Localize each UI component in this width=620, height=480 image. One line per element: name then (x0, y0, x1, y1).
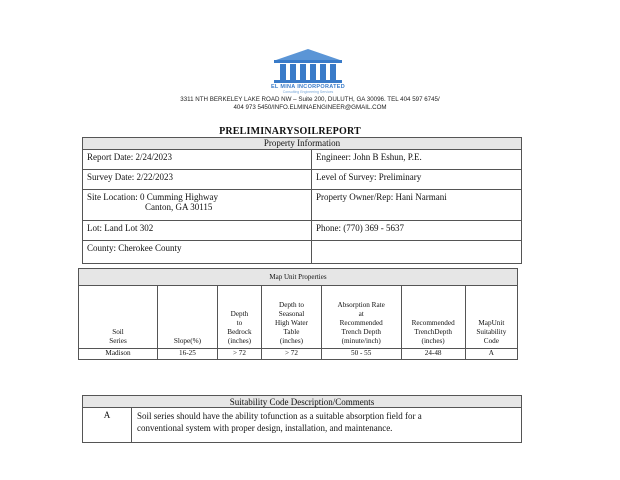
column-header (465, 286, 517, 349)
engineer: Engineer: John B Eshun, P.E. (312, 150, 522, 170)
column-header-line: (inches) (227, 337, 252, 345)
table-cell: 16-25 (158, 349, 218, 360)
column-header (401, 286, 465, 349)
column-header-line: Series (109, 337, 127, 345)
column-header-line: Table (283, 328, 300, 336)
suitability-heading: Suitability Code Description/Comments (83, 396, 522, 408)
column-header-line: Code (483, 337, 499, 345)
map-unit-column-headers (79, 286, 518, 349)
table-cell: Madison (79, 349, 158, 360)
table-cell: 24-48 (401, 349, 465, 360)
site-location-line-1: Site Location: 0 Cumming Highway (87, 192, 218, 202)
table-cell: A (465, 349, 517, 360)
site-location-line-2: Canton, GA 30115 (145, 202, 213, 212)
site-location (83, 190, 312, 221)
column-header-line: (inches) (421, 337, 445, 345)
survey-date: Survey Date: 2/22/2023 (83, 170, 312, 190)
column-header-line: Depth to (279, 301, 304, 309)
table-cell: > 72 (262, 349, 322, 360)
column-header-line: Trench Depth (341, 328, 381, 336)
address-line-2: 404 973 5450/INFO.ELMINAENGINEER@GMAIL.COM (233, 104, 387, 111)
suitability-comment-line-1: Soil series should have the ability tofunction as a suitable absorption field for a (137, 411, 422, 421)
table-cell: 50 - 55 (321, 349, 401, 360)
column-header-line: High Water (274, 319, 308, 327)
suitability-table (82, 395, 522, 443)
lot: Lot: Land Lot 302 (83, 221, 312, 241)
column-header-line: Slope(%) (173, 337, 201, 345)
column-header-line: at (358, 310, 364, 318)
map-unit-heading: Map Unit Properties (79, 269, 518, 286)
column-header-line: (minute/inch) (341, 337, 381, 345)
column-header-line: Suitability (476, 328, 507, 336)
column-header-line: Depth (230, 310, 249, 318)
phone: Phone: (770) 369 - 5637 (312, 221, 522, 241)
report-date: Report Date: 2/24/2023 (83, 150, 312, 170)
column-header (217, 286, 261, 349)
column-header-line: to (236, 319, 243, 327)
column-header-line: Bedrock (227, 328, 252, 336)
empty-cell (312, 241, 522, 264)
table-cell: > 72 (217, 349, 261, 360)
column-header-line: Seasonal (278, 310, 305, 318)
map-unit-table (78, 268, 518, 360)
column-header (79, 286, 158, 349)
column-header-line: Recommended (339, 319, 383, 327)
report-title: PRELIMINARYSOILREPORT (219, 126, 361, 137)
column-header-line: Absorption Rate (337, 301, 385, 309)
property-info-table (82, 137, 522, 264)
company-name: EL MINA INCORPORATED (270, 84, 346, 90)
column-header (262, 286, 322, 349)
survey-level: Level of Survey: Preliminary (312, 170, 522, 190)
column-header-line: (inches) (279, 337, 304, 345)
column-header-line: MapUnit (478, 319, 505, 327)
suitability-comment-line-2: conventional system with proper design, installation, and maintenance. (137, 423, 393, 433)
column-header-line: Recommended (411, 319, 455, 327)
property-info-heading: Property Information (83, 138, 522, 150)
column-header-line: TrenchDepth (414, 328, 452, 336)
table-row (79, 349, 518, 360)
county: County: Cherokee County (83, 241, 312, 264)
column-header-line: Soil (112, 328, 124, 336)
property-owner: Property Owner/Rep: Hani Narmani (312, 190, 522, 221)
suitability-code: A (83, 408, 132, 443)
address-line-1: 3311 NTH BERKELEY LAKE ROAD NW – Suite 200, DULUTH, GA 30096. TEL 404 597 6745/ (180, 96, 440, 103)
suitability-comment (132, 408, 522, 443)
company-tagline: Consulting Engineering Services (282, 90, 334, 94)
column-header (158, 286, 218, 349)
column-header (321, 286, 401, 349)
